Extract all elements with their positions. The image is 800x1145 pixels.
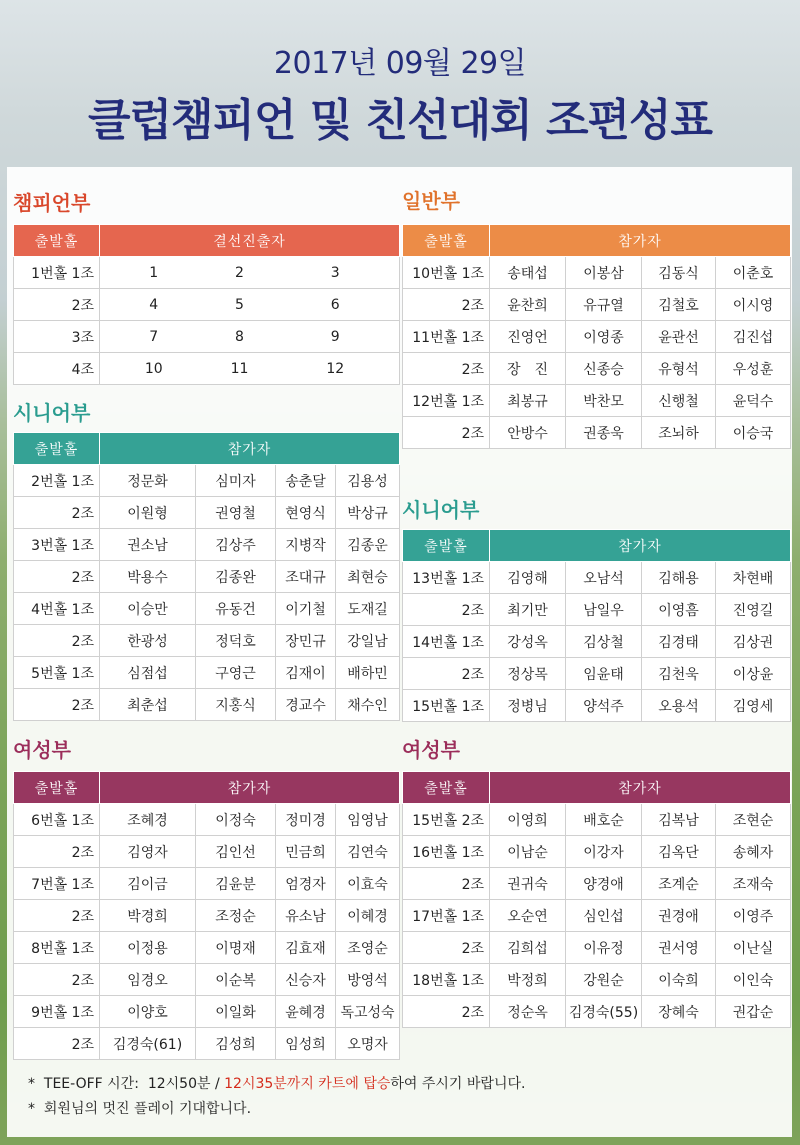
hole-cell: 15번홀 1조 — [403, 690, 490, 722]
hole-cell: 2조 — [14, 689, 100, 721]
col-hole-header: 출발홀 — [403, 225, 490, 257]
player-cell: 조뇌하 — [642, 417, 716, 449]
player-cell: 송태섭 — [490, 257, 566, 289]
hole-cell: 4조 — [14, 353, 100, 385]
player-cell: 김상주 — [196, 529, 276, 561]
hole-cell: 13번홀 1조 — [403, 562, 490, 594]
hole-cell: 15번홀 2조 — [403, 804, 490, 836]
player-cell: 최현승 — [336, 561, 400, 593]
player-cell: 김해용 — [642, 562, 716, 594]
finalist-cell: 11 — [208, 353, 272, 385]
player-cell: 임영남 — [336, 804, 400, 836]
hole-cell: 2조 — [403, 417, 490, 449]
section-title: 시니어부 — [402, 498, 480, 522]
player-cell: 조정순 — [196, 900, 276, 932]
player-cell: 이영흠 — [642, 594, 716, 626]
player-cell: 이숙희 — [642, 964, 716, 996]
table-row — [403, 804, 791, 836]
player-cell: 박용수 — [100, 561, 196, 593]
greeting-note: * 회원님의 멋진 플레이 기대합니다. — [28, 1101, 252, 1117]
notes — [28, 1072, 525, 1122]
table-row — [14, 996, 400, 1028]
player-cell: 김종완 — [196, 561, 276, 593]
player-cell: 장 진 — [490, 353, 566, 385]
player-cell: 현영식 — [276, 497, 336, 529]
finalist-cell: 3 — [272, 257, 400, 289]
player-cell: 신행철 — [642, 385, 716, 417]
player-cell: 배호순 — [566, 804, 642, 836]
table-row — [403, 594, 791, 626]
section-title: 시니어부 — [13, 401, 91, 425]
player-cell: 박경희 — [100, 900, 196, 932]
player-cell: 박정희 — [490, 964, 566, 996]
table-row — [403, 289, 791, 321]
player-cell: 김경숙(55) — [566, 996, 642, 1028]
col-hole-header: 출발홀 — [403, 530, 490, 562]
player-cell: 조영순 — [336, 932, 400, 964]
player-cell: 진영길 — [716, 594, 791, 626]
player-cell: 정덕호 — [196, 625, 276, 657]
player-cell: 신종승 — [566, 353, 642, 385]
table-row — [14, 353, 400, 385]
player-cell: 김철호 — [642, 289, 716, 321]
player-cell: 유형석 — [642, 353, 716, 385]
table-row — [14, 689, 400, 721]
player-cell: 김용성 — [336, 465, 400, 497]
col-players-header: 참가자 — [100, 772, 400, 804]
hole-cell: 2조 — [403, 594, 490, 626]
player-cell: 이승국 — [716, 417, 791, 449]
player-cell: 권서영 — [642, 932, 716, 964]
player-cell: 김상철 — [566, 626, 642, 658]
player-cell: 구영근 — [196, 657, 276, 689]
player-cell: 조계순 — [642, 868, 716, 900]
player-cell: 김인선 — [196, 836, 276, 868]
player-cell: 이영종 — [566, 321, 642, 353]
table-row — [14, 804, 400, 836]
hole-cell: 2조 — [14, 625, 100, 657]
hole-cell: 17번홀 1조 — [403, 900, 490, 932]
table-row — [14, 900, 400, 932]
general-section — [402, 186, 791, 449]
player-cell: 오명자 — [336, 1028, 400, 1060]
table-row — [403, 690, 791, 722]
table-row — [14, 257, 400, 289]
hole-cell: 2조 — [403, 353, 490, 385]
player-cell: 강원순 — [566, 964, 642, 996]
player-cell: 지홍식 — [196, 689, 276, 721]
player-cell: 민금희 — [276, 836, 336, 868]
player-cell: 윤덕수 — [716, 385, 791, 417]
table-row — [403, 321, 791, 353]
player-cell: 김경숙(61) — [100, 1028, 196, 1060]
player-cell: 장혜숙 — [642, 996, 716, 1028]
hole-cell: 2조 — [14, 964, 100, 996]
finalist-cell: 10 — [100, 353, 208, 385]
hole-cell: 11번홀 1조 — [403, 321, 490, 353]
player-cell: 양경애 — [566, 868, 642, 900]
table-row — [14, 868, 400, 900]
table-row — [403, 257, 791, 289]
player-cell: 이유정 — [566, 932, 642, 964]
page-title: 클럽챔피언 및 친선대회 조편성표 — [87, 95, 712, 146]
hole-cell: 18번홀 1조 — [403, 964, 490, 996]
player-cell: 이춘호 — [716, 257, 791, 289]
hole-cell: 2조 — [403, 658, 490, 690]
player-cell: 이남순 — [490, 836, 566, 868]
player-cell: 이강자 — [566, 836, 642, 868]
hole-cell: 2조 — [14, 1028, 100, 1060]
women-table-left — [13, 771, 400, 1060]
player-cell: 이정숙 — [196, 804, 276, 836]
senior-section-left — [13, 398, 400, 721]
women-section-right — [402, 735, 791, 1028]
player-cell: 김옥단 — [642, 836, 716, 868]
senior-section-right — [402, 495, 791, 722]
col-players-header: 참가자 — [490, 530, 791, 562]
table-row — [14, 497, 400, 529]
player-cell: 강일남 — [336, 625, 400, 657]
section-title: 여성부 — [13, 738, 71, 762]
senior-table-right — [402, 529, 791, 722]
hole-cell: 12번홀 1조 — [403, 385, 490, 417]
player-cell: 이시영 — [716, 289, 791, 321]
table-row — [403, 562, 791, 594]
player-cell: 임경오 — [100, 964, 196, 996]
table-row — [403, 658, 791, 690]
table-row — [14, 625, 400, 657]
player-cell: 경교수 — [276, 689, 336, 721]
player-cell: 안방수 — [490, 417, 566, 449]
table-row — [403, 353, 791, 385]
col-players-header: 참가자 — [100, 433, 400, 465]
player-cell: 오순연 — [490, 900, 566, 932]
hole-cell: 1번홀 1조 — [14, 257, 100, 289]
player-cell: 오남석 — [566, 562, 642, 594]
champion-table — [13, 224, 400, 385]
player-cell: 이난실 — [716, 932, 791, 964]
player-cell: 이상윤 — [716, 658, 791, 690]
player-cell: 진영언 — [490, 321, 566, 353]
hole-cell: 2조 — [14, 900, 100, 932]
player-cell: 정순옥 — [490, 996, 566, 1028]
player-cell: 조재숙 — [716, 868, 791, 900]
hole-cell: 10번홀 1조 — [403, 257, 490, 289]
col-players-header: 참가자 — [490, 772, 791, 804]
player-cell: 송혜자 — [716, 836, 791, 868]
player-cell: 최기만 — [490, 594, 566, 626]
player-cell: 임성희 — [276, 1028, 336, 1060]
finalist-cell: 2 — [208, 257, 272, 289]
player-cell: 김경태 — [642, 626, 716, 658]
player-cell: 이봉삼 — [566, 257, 642, 289]
table-row — [403, 385, 791, 417]
table-row — [403, 964, 791, 996]
event-date: 2017년 09월 29일 — [273, 46, 527, 81]
player-cell: 김재이 — [276, 657, 336, 689]
table-row — [14, 529, 400, 561]
player-cell: 조혜경 — [100, 804, 196, 836]
tee-off-text-end: 하여 주시기 바랍니다. — [390, 1076, 526, 1092]
hole-cell: 4번홀 1조 — [14, 593, 100, 625]
player-cell: 이혜경 — [336, 900, 400, 932]
player-cell: 이정용 — [100, 932, 196, 964]
col-players-header: 참가자 — [490, 225, 791, 257]
player-cell: 김이금 — [100, 868, 196, 900]
table-row — [14, 964, 400, 996]
table-row — [403, 900, 791, 932]
tee-off-text: * TEE-OFF 시간: 12시50분 / — [28, 1076, 225, 1092]
table-row — [403, 417, 791, 449]
table-row — [14, 321, 400, 353]
table-row — [14, 932, 400, 964]
hole-cell: 14번홀 1조 — [403, 626, 490, 658]
tee-off-note — [28, 1072, 525, 1097]
hole-cell: 16번홀 1조 — [403, 836, 490, 868]
player-cell: 김영자 — [100, 836, 196, 868]
hole-cell: 2조 — [403, 932, 490, 964]
player-cell: 최봉규 — [490, 385, 566, 417]
player-cell: 도재길 — [336, 593, 400, 625]
player-cell: 이효숙 — [336, 868, 400, 900]
player-cell: 박찬모 — [566, 385, 642, 417]
player-cell: 김동식 — [642, 257, 716, 289]
player-cell: 남일우 — [566, 594, 642, 626]
section-title: 여성부 — [402, 738, 460, 762]
player-cell: 신승자 — [276, 964, 336, 996]
table-row — [403, 626, 791, 658]
player-cell: 윤혜경 — [276, 996, 336, 1028]
hole-cell: 2조 — [14, 836, 100, 868]
hole-cell: 7번홀 1조 — [14, 868, 100, 900]
player-cell: 이명재 — [196, 932, 276, 964]
women-table-right — [402, 771, 791, 1028]
senior-table-left — [13, 432, 400, 721]
cart-deadline-highlight: 12시35분까지 카트에 탑승 — [224, 1076, 391, 1092]
player-cell: 송춘달 — [276, 465, 336, 497]
finalist-cell: 12 — [272, 353, 400, 385]
player-cell: 김종운 — [336, 529, 400, 561]
player-cell: 정상목 — [490, 658, 566, 690]
player-cell: 독고성숙 — [336, 996, 400, 1028]
player-cell: 정문화 — [100, 465, 196, 497]
player-cell: 지병작 — [276, 529, 336, 561]
player-cell: 이양호 — [100, 996, 196, 1028]
table-row — [403, 836, 791, 868]
hole-cell: 3조 — [14, 321, 100, 353]
player-cell: 이기철 — [276, 593, 336, 625]
finalist-cell: 8 — [208, 321, 272, 353]
player-cell: 최춘섭 — [100, 689, 196, 721]
hole-cell: 8번홀 1조 — [14, 932, 100, 964]
player-cell: 엄경자 — [276, 868, 336, 900]
player-cell: 유규열 — [566, 289, 642, 321]
player-cell: 윤관선 — [642, 321, 716, 353]
player-cell: 권영철 — [196, 497, 276, 529]
col-players-header: 결선진출자 — [100, 225, 400, 257]
player-cell: 정병님 — [490, 690, 566, 722]
player-cell: 권소남 — [100, 529, 196, 561]
player-cell: 박상규 — [336, 497, 400, 529]
player-cell: 김복남 — [642, 804, 716, 836]
player-cell: 오용석 — [642, 690, 716, 722]
player-cell: 이영주 — [716, 900, 791, 932]
col-hole-header: 출발홀 — [14, 772, 100, 804]
player-cell: 한광성 — [100, 625, 196, 657]
player-cell: 조대규 — [276, 561, 336, 593]
hole-cell: 2조 — [14, 289, 100, 321]
player-cell: 임윤태 — [566, 658, 642, 690]
player-cell: 권귀숙 — [490, 868, 566, 900]
hole-cell: 2조 — [14, 561, 100, 593]
finalist-cell: 7 — [100, 321, 208, 353]
player-cell: 이순복 — [196, 964, 276, 996]
player-cell: 김성희 — [196, 1028, 276, 1060]
player-cell: 유동건 — [196, 593, 276, 625]
table-row — [403, 996, 791, 1028]
finalist-cell: 9 — [272, 321, 400, 353]
player-cell: 김영세 — [716, 690, 791, 722]
hole-cell: 2조 — [403, 868, 490, 900]
col-hole-header: 출발홀 — [14, 225, 100, 257]
player-cell: 이영희 — [490, 804, 566, 836]
player-cell: 심미자 — [196, 465, 276, 497]
player-cell: 정미경 — [276, 804, 336, 836]
player-cell: 이일화 — [196, 996, 276, 1028]
player-cell: 채수인 — [336, 689, 400, 721]
player-cell: 권갑순 — [716, 996, 791, 1028]
hole-cell: 5번홀 1조 — [14, 657, 100, 689]
player-cell: 강성옥 — [490, 626, 566, 658]
table-row — [14, 465, 400, 497]
player-cell: 권경애 — [642, 900, 716, 932]
player-cell: 김효재 — [276, 932, 336, 964]
table-row — [14, 657, 400, 689]
finalist-cell: 1 — [100, 257, 208, 289]
player-cell: 김영해 — [490, 562, 566, 594]
finalist-cell: 6 — [272, 289, 400, 321]
hole-cell: 2번홀 1조 — [14, 465, 100, 497]
player-cell: 조현순 — [716, 804, 791, 836]
player-cell: 김상권 — [716, 626, 791, 658]
player-cell: 이원형 — [100, 497, 196, 529]
player-cell: 김진섭 — [716, 321, 791, 353]
player-cell: 배하민 — [336, 657, 400, 689]
player-cell: 방영석 — [336, 964, 400, 996]
general-table — [402, 224, 791, 449]
section-title: 일반부 — [402, 189, 460, 213]
player-cell: 심점섭 — [100, 657, 196, 689]
hole-cell: 2조 — [14, 497, 100, 529]
women-section-left — [13, 735, 400, 1060]
table-row — [14, 593, 400, 625]
table-row — [14, 836, 400, 868]
table-row — [403, 868, 791, 900]
player-cell: 심인섭 — [566, 900, 642, 932]
finalist-cell: 5 — [208, 289, 272, 321]
player-cell: 김희섭 — [490, 932, 566, 964]
table-row — [14, 1028, 400, 1060]
hole-cell: 2조 — [403, 289, 490, 321]
col-hole-header: 출발홀 — [14, 433, 100, 465]
table-row — [14, 561, 400, 593]
header — [0, 0, 800, 160]
player-cell: 차현배 — [716, 562, 791, 594]
player-cell: 김천욱 — [642, 658, 716, 690]
hole-cell: 9번홀 1조 — [14, 996, 100, 1028]
finalist-cell: 4 — [100, 289, 208, 321]
hole-cell: 3번홀 1조 — [14, 529, 100, 561]
player-cell: 김윤분 — [196, 868, 276, 900]
player-cell: 장민규 — [276, 625, 336, 657]
player-cell: 윤찬희 — [490, 289, 566, 321]
player-cell: 권종욱 — [566, 417, 642, 449]
player-cell: 김연숙 — [336, 836, 400, 868]
player-cell: 우성훈 — [716, 353, 791, 385]
player-cell: 이승만 — [100, 593, 196, 625]
col-hole-header: 출발홀 — [403, 772, 490, 804]
hole-cell: 6번홀 1조 — [14, 804, 100, 836]
champion-section — [13, 188, 400, 385]
player-cell: 이인숙 — [716, 964, 791, 996]
hole-cell: 2조 — [403, 996, 490, 1028]
table-row — [14, 289, 400, 321]
player-cell: 유소남 — [276, 900, 336, 932]
section-title: 챔피언부 — [13, 191, 91, 215]
table-row — [403, 932, 791, 964]
player-cell: 양석주 — [566, 690, 642, 722]
